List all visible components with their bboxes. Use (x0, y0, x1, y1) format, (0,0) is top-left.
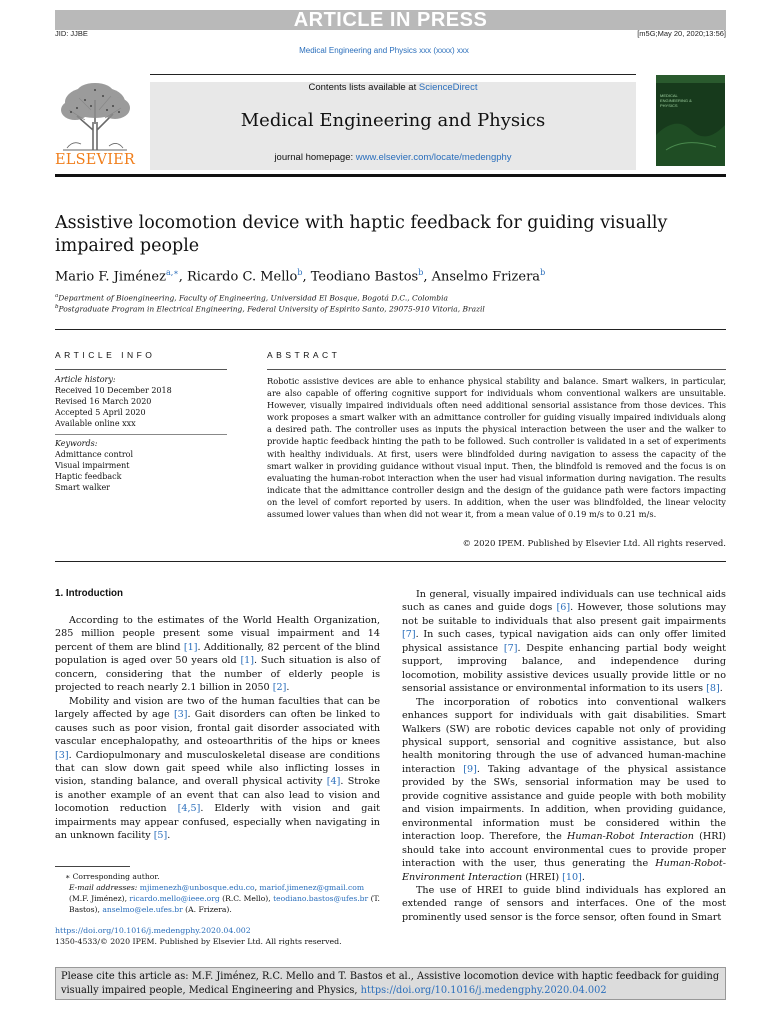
citation-reference-link[interactable]: [1] (240, 655, 255, 667)
paragraph-text: . However, those solutions may not be suitable to individuals that also present gait impairments (402, 602, 727, 627)
email-separator: , (254, 883, 260, 892)
paragraph (55, 695, 380, 843)
section-heading-introduction: 1. Introduction (55, 588, 124, 599)
italic-term: Human-Robot Interaction (567, 831, 694, 843)
affiliation-mark: b (55, 304, 59, 310)
paragraph-text: The use of HREI to guide blind individuals has explored an extended range of sensors and interfaces. One of the most prominently used sensor is the force sensor, often found in Smart (402, 884, 726, 923)
affiliation (55, 304, 695, 314)
email-owner: (R.C. Mello), (219, 894, 274, 903)
citation-reference-link[interactable]: [8] (706, 683, 720, 695)
cover-graphic (656, 75, 725, 166)
jid-label: JID: JJBE (55, 29, 88, 38)
email-link[interactable]: teodiano.bastos@ufes.br (273, 894, 369, 903)
homepage-line (150, 152, 636, 163)
header-top-rule (150, 74, 636, 75)
citation-text: Please cite this article as: M.F. Jiménez, R.C. Mello and T. Bastos et al., Assistive locomotion device with haptic feedback for guiding visually impaired people, Medical Engineering and Physics, (61, 971, 720, 996)
paragraph-text: . Elderly with vision and gait impairments may appear confused, especially when navigating in an unknown facility (55, 803, 380, 842)
author-affiliation-mark[interactable]: a,∗ (165, 268, 179, 277)
citation-reference-link[interactable]: [2] (272, 682, 287, 694)
version-stamp: [m5G;May 20, 2020;13:56] (637, 29, 726, 38)
intro-left-column (55, 614, 380, 843)
author-affiliation-mark[interactable]: b (418, 268, 424, 277)
homepage-link[interactable]: www.elsevier.com/locate/medengphy (355, 152, 512, 163)
affiliation-text: Postgraduate Program in Electrical Engineering, Federal University of Espirito Santo, 29075-910 Vitoria, Brazil (58, 304, 485, 314)
citation-doi-link[interactable]: https://doi.org/10.1016/j.medengphy.2020.04.002 (360, 984, 607, 996)
author-name: Mario F. Jiménez (55, 269, 166, 285)
paragraph-text: . (286, 682, 290, 694)
citation-reference-link[interactable]: [1] (183, 641, 198, 653)
paragraph-text: . Taking advantage of the physical assistance provided by the SWs, sensorial information may be used to provide cognitive assistance and guide people with both mobility and vision impairments. In addition, when providing guidance, environmental information must be considered within the interaction loop. Therefore, the (402, 763, 726, 843)
abstract-heading: ABSTRACT (267, 350, 341, 360)
article-info-rule (55, 369, 227, 370)
keyword-item: Admittance control (55, 450, 134, 459)
footnote-block (55, 871, 380, 915)
header-bottom-rule (55, 174, 726, 177)
paragraph-text: . (719, 683, 723, 695)
keyword-item: Visual impairment (55, 461, 130, 470)
history-item: Accepted 5 April 2020 (55, 408, 146, 417)
paragraph-text: . (167, 830, 171, 842)
keywords-rule (55, 434, 227, 435)
paragraph-text: (HRI) should take into account environmental cues to provide proper interaction with the user, thus generating the (402, 831, 727, 870)
citation-reference-link[interactable]: [6] (556, 602, 571, 614)
homepage-prefix: journal homepage: (274, 152, 356, 163)
paragraph-text: . Gait disorders can often be linked to causes such as poor vision, frontal gait disorder associated with vascular encephalopathy, and osteoarthritis of the hips or knees (55, 709, 380, 748)
paragraph-text: According to the estimates of the World Health Organization, 285 million people present some visual impairment and 14 percent of them are blind (55, 615, 380, 653)
email-link[interactable]: anselmo@ele.ufes.br (102, 905, 183, 914)
citation-reference-link[interactable]: [9] (463, 763, 477, 775)
journal-title: Medical Engineering and Physics (240, 110, 546, 131)
author-name: Anselmo Frizera (431, 269, 541, 285)
elsevier-wordmark: ELSEVIER (55, 152, 136, 168)
citation-reference-link[interactable]: [4,5] (177, 803, 201, 815)
intro-right-column (402, 588, 726, 924)
citation-reference-link[interactable]: [7] (503, 642, 518, 654)
doi-link[interactable]: https://doi.org/10.1016/j.medengphy.2020.04.002 (55, 926, 251, 935)
abstract-rule (267, 369, 726, 370)
email-link[interactable]: mjimenezh@unbosque.edu.co (139, 883, 255, 892)
affiliation-mark: a (55, 293, 59, 299)
sciencedirect-link[interactable]: ScienceDirect (418, 82, 478, 93)
citation-reference-link[interactable]: [10] (562, 871, 582, 883)
paragraph (55, 614, 380, 695)
cover-title: MEDICAL ENGINEERING & PHYSICS (660, 93, 692, 108)
history-item: Received 10 December 2018 (55, 386, 172, 395)
history-item: Revised 16 March 2020 (55, 397, 152, 406)
italic-term: Human-Robot-Environment Interaction (402, 858, 726, 883)
journal-cover-image[interactable] (656, 75, 725, 166)
email-link[interactable]: ricardo.mello@ieee.org (129, 894, 220, 903)
abstract-bottom-rule (55, 561, 726, 562)
paragraph-text: . (581, 871, 585, 883)
article-history (55, 374, 230, 429)
citation-reference-link[interactable]: [7] (402, 629, 416, 641)
history-item: Available online xxx (55, 419, 136, 428)
abstract-body: Robotic assistive devices are able to enhance physical stability and balance. Smart walkers, in particular, are also capable of offering cognitive support for individuals whom conventional walkers are unsuitable. However, visually impaired individuals often need additional sensorial assistance from those devices. This work proposes a smart walker with an admittance controller for guiding visually impaired individuals along a desired path. The controller uses as inputs the physical interaction between the user and the walker to provide haptic feedback hinting the path to be followed. Such controller is validated in a set of experiments with healthy individuals. At first, users were blindfolded during navigation to assess the capacity of the smart walker in providing guidance without visual input. Then, the blindfold is removed and the focus is on evaluating the human-robot interaction when the user had visual information during navigation. The results indicate that the admittance controller design and the design of the guidance path were factors impacting on the level of comfort reported by users. In addition, when the user was blindfolded, the linear velocity assumed lower values than when did not wear it, from a mean value of 0.19 m/s to 0.21 m/s. (267, 376, 726, 520)
keywords (55, 438, 230, 493)
email-owner: (T. Bastos), (69, 894, 380, 914)
issn-line: 1350-4533/© 2020 IPEM. Published by Elsevier Ltd. All rights reserved. (55, 937, 342, 946)
contents-prefix: Contents lists available at (308, 82, 419, 93)
journal-reference[interactable]: Medical Engineering and Physics xxx (xxxx) xxx (299, 46, 469, 55)
keyword-item: Haptic feedback (55, 472, 122, 481)
citation-reference-link[interactable]: [5] (153, 830, 168, 842)
citation-box (55, 967, 726, 1000)
contents-line (150, 82, 636, 93)
email-owner: (A. Frizera). (182, 905, 232, 914)
citation-reference-link[interactable]: [4] (326, 776, 341, 788)
author-name: Ricardo C. Mello (186, 269, 298, 285)
author-name: Teodiano Bastos (310, 269, 419, 285)
keywords-label: Keywords: (55, 439, 98, 448)
email-link[interactable]: mariof.jimenez@gmail.com (259, 883, 365, 892)
keyword-item: Smart walker (55, 483, 110, 492)
paragraph-text: . In such cases, typical navigation aids can only offer limited physical assistance (402, 629, 726, 654)
journal-header-box (150, 82, 636, 170)
article-title: Assistive locomotion device with haptic feedback for guiding visually impaired people (55, 213, 668, 256)
paragraph-text: . Cardiopulmonary and musculoskeletal disease are conditions that can slow down gait speed while also inflicting losses in vision, standing balance, and overall physical activity (55, 749, 380, 788)
section-divider (55, 329, 726, 330)
citation-reference-link[interactable]: [3] (55, 749, 69, 761)
paragraph-text: . Stroke is another example of an event that can also lead to vision and locomotion reduction (55, 776, 380, 815)
corresponding-author-note: ∗ Corresponding author. (65, 872, 160, 881)
email-owner: (M.F. Jiménez), (69, 894, 130, 903)
paragraph (402, 588, 726, 696)
paragraph-text: The incorporation of robotics into conventional walkers enhances support for individuals with gait disabilities. Smart Walkers (SW) are robotic devices capable not only of providing physical support, sensorial and cognitive assistance, but also health monitoring through the use of advanced human-machine interaction (402, 696, 726, 775)
author-affiliation-mark[interactable]: b (540, 268, 546, 277)
paragraph-text: . Additionally, 82 percent of the blind population is aged over 50 years old (55, 641, 380, 667)
author-list: Mario F. Jiménez$^{a,∗}$, Ricardo C. Mello$^b$, Teodiano Bastos$^b$, Anselmo Frizera$^b$ (55, 268, 546, 285)
author-affiliation-mark[interactable]: b (297, 268, 303, 277)
citation-reference-link[interactable]: [3] (173, 709, 188, 721)
paragraph-text: (HREI) (522, 871, 563, 883)
paragraph (402, 696, 726, 884)
article-info-heading: ARTICLE INFO (55, 350, 156, 360)
paragraph-text: Mobility and vision are two of the human faculties that can be largely affected by age (55, 695, 380, 721)
elsevier-tree-icon (55, 80, 135, 152)
affiliation-text: Department of Bioengineering, Faculty of Engineering, Universidad El Bosque, Bogotá D.C., Colombia (58, 293, 448, 303)
history-label: Article history: (55, 375, 116, 384)
abstract-copyright: © 2020 IPEM. Published by Elsevier Ltd. All rights reserved. (462, 539, 726, 549)
email-label: E-mail addresses: (69, 883, 140, 892)
paragraph (402, 884, 726, 924)
elsevier-logo[interactable] (55, 80, 135, 170)
email-addresses (55, 882, 380, 915)
article-in-press-banner: ARTICLE IN PRESS (55, 10, 726, 30)
affiliation (55, 293, 695, 303)
paragraph-text: . Such situation is also of concern, considering that the number of elderly people is projected to reach nearly 2.1 billion in 2050 (55, 655, 381, 694)
paragraph-text: In general, visually impaired individuals can use technical aids such as canes and guide dogs (402, 589, 726, 614)
paragraph-text: . Despite enhancing partial body weight support, improving balance, and independence during locomotion, mobility assistive devices usually provide little or no sensorial assistance or environmental information to its users (402, 642, 726, 695)
footnote-rule (55, 866, 130, 867)
